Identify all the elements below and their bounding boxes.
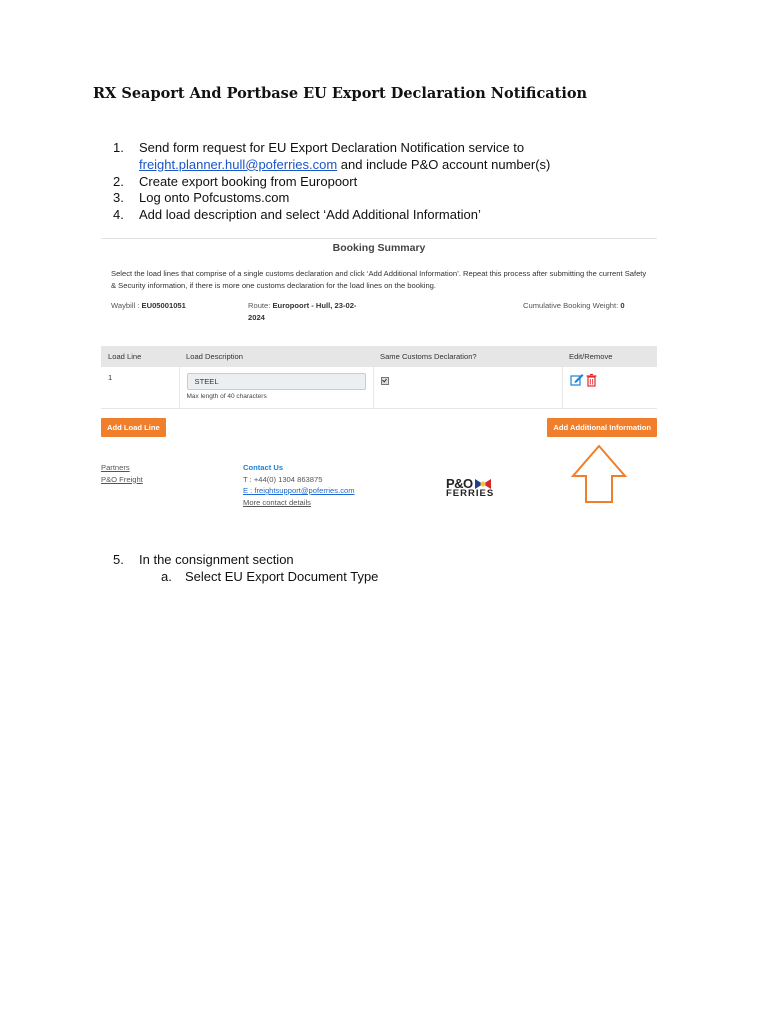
contact-phone: T : +44(0) 1304 863875 xyxy=(243,474,323,484)
step-number: 4. xyxy=(113,207,124,223)
step-text: Log onto Pofcustoms.com xyxy=(139,190,290,206)
route-label: Route: xyxy=(248,301,273,310)
edit-remove-icons xyxy=(570,373,598,387)
contact-us-heading: Contact Us xyxy=(243,463,284,472)
step-number: 2. xyxy=(113,173,124,189)
flag-icon xyxy=(475,479,491,489)
col-load-description: Load Description xyxy=(179,346,373,367)
edit-icon[interactable] xyxy=(571,374,584,385)
add-additional-information-button[interactable]: Add Additional Information xyxy=(547,418,657,437)
col-same-customs: Same Customs Declaration? xyxy=(373,346,562,367)
logo-ferries-text: FERRIES xyxy=(446,488,495,499)
po-ferries-logo xyxy=(446,476,494,499)
weight-info xyxy=(523,300,625,312)
logo-po-text: P&O xyxy=(446,476,473,491)
step-2 xyxy=(113,174,550,191)
step-text: Send form request for EU Export Declaration Notification service to xyxy=(139,140,525,155)
col-load-line: Load Line xyxy=(101,346,179,367)
step-text: Create export booking from Europoort xyxy=(139,173,358,189)
contact-block xyxy=(243,462,355,508)
po-freight-link[interactable]: P&O Freight xyxy=(101,474,143,484)
step-1 xyxy=(113,140,550,174)
steps-list xyxy=(113,140,550,224)
step-3 xyxy=(113,190,550,207)
same-customs-checkbox[interactable] xyxy=(381,377,389,385)
substep-text: Select EU Export Document Type xyxy=(185,568,379,584)
contact-email[interactable]: E : freightsupport@poferries.com xyxy=(243,486,355,495)
step-text: Add load description and select ‘Add Additional Information’ xyxy=(139,207,481,223)
more-contact-details-link[interactable]: More contact details xyxy=(243,497,311,507)
waybill-label: Waybill : xyxy=(111,301,142,310)
col-edit-remove: Edit/Remove xyxy=(562,346,657,367)
up-arrow-icon xyxy=(571,443,629,505)
table-row xyxy=(101,367,657,409)
step-5 xyxy=(113,552,378,569)
step-number: 1. xyxy=(113,140,124,155)
waybill-value: EU05001051 xyxy=(141,301,186,310)
email-link[interactable]: freight.planner.hull@poferries.com xyxy=(139,156,338,172)
substep-letter: a. xyxy=(161,568,172,584)
step-number: 3. xyxy=(113,190,124,206)
weight-label: Cumulative Booking Weight: xyxy=(523,301,621,310)
load-description-input[interactable]: STEEL xyxy=(187,373,366,390)
step-text: and include P&O account number(s) xyxy=(337,156,551,172)
route-info xyxy=(248,300,356,324)
booking-instructions: Select the load lines that comprise of a single customs declaration and click ‘Add Additional Information’. Repeat this process after submitting the current Safety & Security information, if there is more one customs declaration for the load lines on the booking. xyxy=(111,269,647,290)
partners-link[interactable]: Partners xyxy=(101,463,130,472)
document-title: RX Seaport And Portbase EU Export Declaration Notification xyxy=(93,85,588,102)
step-text: In the consignment section xyxy=(139,552,294,567)
load-lines-table xyxy=(101,346,657,409)
booking-summary-heading: Booking Summary xyxy=(332,242,426,254)
step-4 xyxy=(113,207,550,224)
route-value-year: 2024 xyxy=(248,313,265,322)
max-length-hint: Max length of 40 characters xyxy=(186,393,267,400)
step-5a xyxy=(161,569,378,586)
weight-value: 0 xyxy=(620,301,625,310)
add-load-line-button[interactable]: Add Load Line xyxy=(101,418,166,437)
load-line-number: 1 xyxy=(101,367,179,409)
waybill-info xyxy=(111,300,186,312)
route-value: Europoort - Hull, 23-02- xyxy=(272,301,357,310)
footer-links xyxy=(101,462,143,485)
step-5-section xyxy=(113,552,378,586)
step-number: 5. xyxy=(113,552,124,567)
booking-summary-screenshot xyxy=(101,238,657,513)
delete-icon[interactable] xyxy=(586,375,596,387)
